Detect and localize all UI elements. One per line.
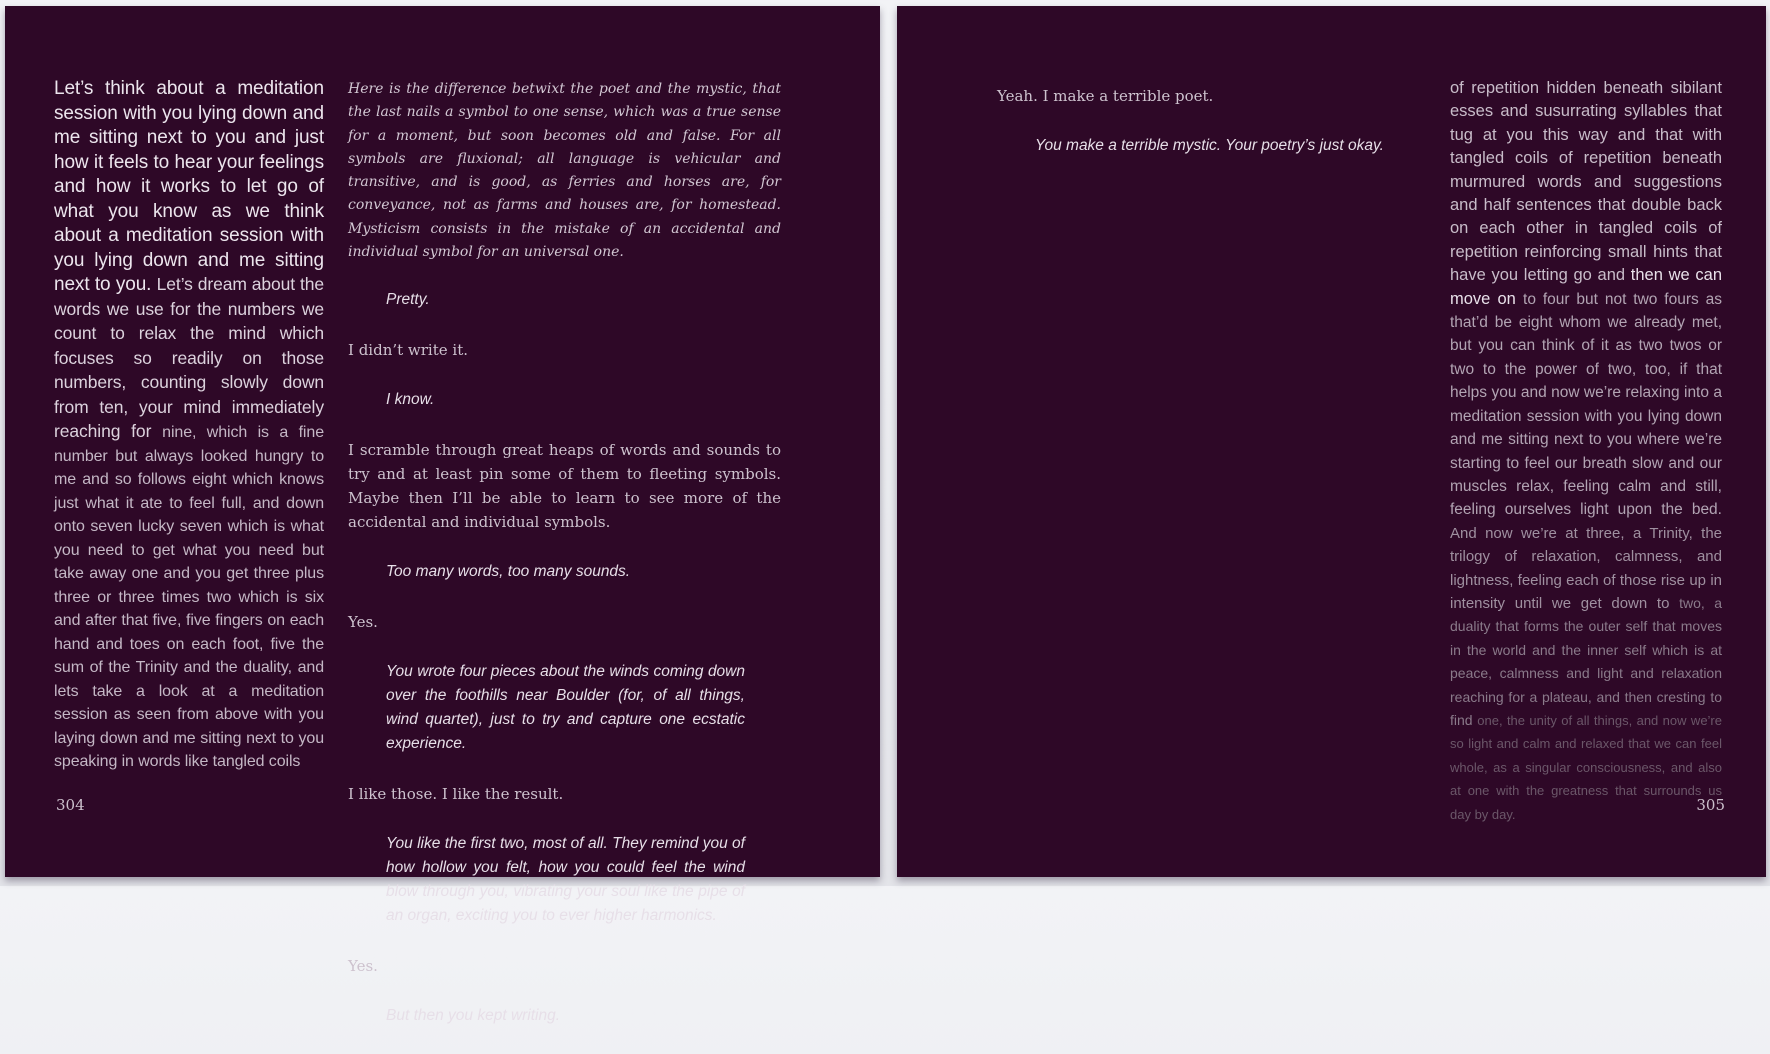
dialogue-line-other: I know. bbox=[386, 391, 435, 409]
meditation-segment: two, a duality that forms the outer self that moves in the world and the inner self which is at peace, calmness and light and relaxation reaching for a plateau, and then cresting to find bbox=[1450, 594, 1722, 728]
page-number-304: 304 bbox=[56, 796, 85, 814]
meditation-segment-most-faded: one, the unity of all things, and now we’re so light and calm and relaxed that we can feel whole, as a singular consciousness, and also at one with the greatness that surrounds us day by day. bbox=[1450, 712, 1722, 822]
dialogue-line-other: You like the first two, most of all. They remind you of how hollow you felt, how you could feel the wind blow through you, vibrating your soul like the pipe of an organ, exciting you to ever higher harmonics. bbox=[386, 835, 745, 925]
meditation-fade-column-right bbox=[1450, 77, 1722, 826]
dialogue-line-other: Pretty. bbox=[386, 291, 430, 309]
dialogue-line-narrator: I scramble through great heaps of words and sounds to try and at least pin some of them to fleeting symbols. Maybe then I’ll be able to learn to see more of the accidental and individual symbols. bbox=[348, 441, 781, 532]
meditation-segment-bright: Let’s think about a meditation session with you lying down and me sitting next to you and just how it feels to hear your feelings and how it works to let go of what you know as we think about a meditation session with you lying down and me sitting next to you. bbox=[54, 78, 324, 295]
meditation-segment-mid: Let’s dream about the words we use for the numbers we count to relax the mind which focuses so readily on those numbers, counting slowly down from ten, your mind immediately reaching for bbox=[54, 274, 324, 441]
meditation-segment: of repetition hidden beneath sibilant esses and susurrating syllables that tug at you this way and that with tangled coils of repetition beneath murmured words and suggestions and half sentences that double back on each other in tangled coils of repetition reinforcing small hints that have you letting go and bbox=[1450, 79, 1722, 285]
meditation-segment-anchor: then we can move on bbox=[1450, 266, 1723, 308]
dialogue-line-other: Too many words, too many sounds. bbox=[386, 563, 631, 581]
dialogue-line-narrator: I like those. I like the result. bbox=[348, 785, 564, 804]
dialogue-line-other: But then you kept writing. bbox=[386, 1007, 561, 1025]
dialogue-line-narrator: I didn’t write it. bbox=[348, 341, 468, 360]
page-left-304 bbox=[5, 6, 880, 1025]
dialogue-line-narrator: Yes. bbox=[348, 613, 378, 632]
dialogue-column-left bbox=[348, 78, 781, 1054]
dialogue-column-right bbox=[997, 84, 1477, 184]
dialogue-line-narrator: Yeah. I make a terrible poet. bbox=[997, 87, 1214, 105]
dialogue-line-narrator: Yes. bbox=[348, 957, 378, 976]
meditation-fade-column bbox=[54, 77, 324, 774]
page-number-305: 305 bbox=[1696, 796, 1725, 814]
meditation-segment-faded: nine, which is a fine number but always looked hungry to me and so follows eight which knows just what it ate to feel full, and down onto seven lucky seven which is what you need to get what you need but take away one and you get three plus three or three times two which is six and after that five, five fingers on each hand and toes on each foot, five the sum of the Trinity and the duality, and lets take a look at a meditation session as seen from above with you laying down and me sitting next to you speaking in words like tangled coils bbox=[54, 424, 324, 770]
meditation-segment: And now we’re at three, a Trinity, the trilogy of relaxation, calmness, and lightness, feeling each of those rise up in intensity until we get down to bbox=[1450, 524, 1722, 612]
dialogue-line-other: You make a terrible mystic. Your poetry’s just okay. bbox=[1035, 137, 1384, 154]
meditation-segment: to four but not two fours as that’d be eight whom we already met, but you can think of it as two twos or two to the power of two, too, if that helps you and now we’re relaxing into a meditation session with you lying down and me sitting next to you where we’re starting to feel our breath slow and our muscles relax, feeling calm and still, feeling ourselves light upon the bed. bbox=[1450, 290, 1722, 519]
page-right-305 bbox=[897, 6, 1766, 877]
dialogue-line-other: You wrote four pieces about the winds coming down over the foothills near Boulder (for, of all things, wind quartet), just to try and capture one ecstatic experience. bbox=[386, 663, 745, 753]
epigraph-quote: Here is the difference betwixt the poet and the mystic, that the last nails a symbol to one sense, which was a true sense for a moment, but soon becomes old and false. For all symbols are fluxional; all language is vehicular and transitive, and is good, as ferries and horses are, for conveyance, not as farms and houses are, for homestead. Mysticism consists in the mistake of an accidental and individual symbol for an universal one. bbox=[348, 81, 781, 261]
